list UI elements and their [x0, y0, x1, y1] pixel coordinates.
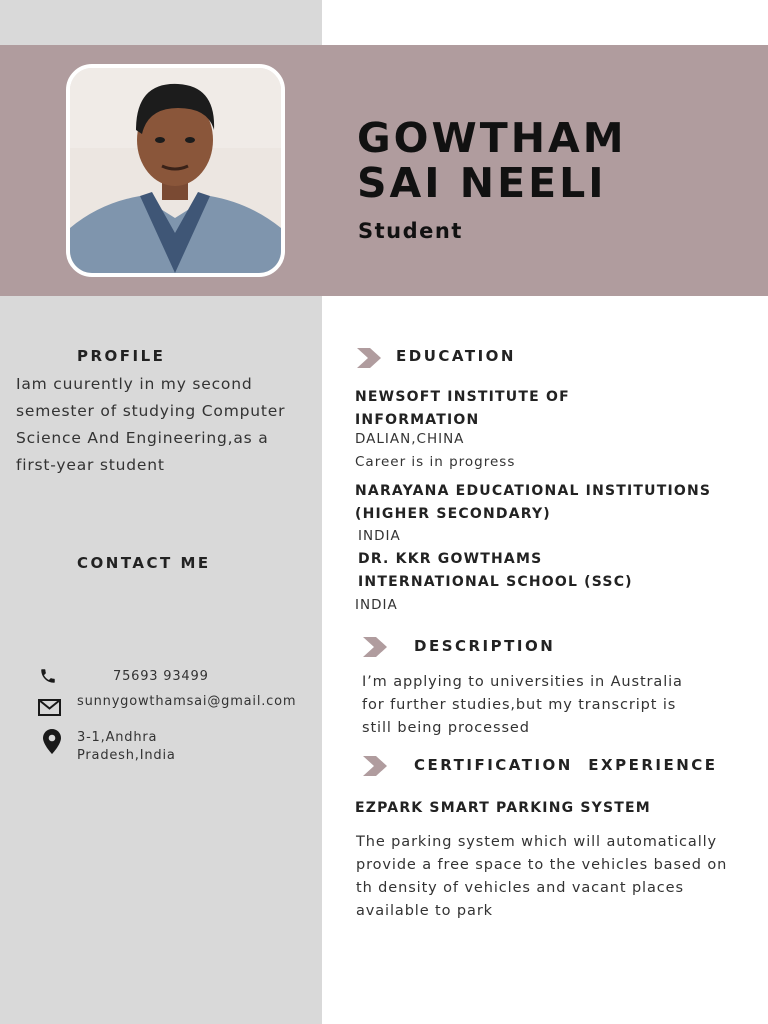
mail-icon: [38, 699, 61, 720]
education-item-location: DALIAN,CHINA: [355, 431, 465, 447]
certification-project: EZPARK SMART PARKING SYSTEM: [355, 800, 651, 816]
chevron-right-icon: [357, 348, 383, 368]
education-item-status: Career is in progress: [355, 454, 516, 470]
email-address[interactable]: sunnygowthamsai@gmail.com: [77, 694, 297, 709]
certification-text: The parking system which will automatically provide a free space to the vehicles based on th density of vehicles and vacant places available to park: [356, 834, 728, 919]
profile-text: Iam cuurently in my second semester of studying Computer Science And Engineering,as a first-year student: [16, 375, 286, 474]
profile-heading: PROFILE: [77, 347, 166, 365]
contact-heading: CONTACT ME: [77, 554, 211, 572]
chevron-right-icon: [363, 637, 389, 657]
description-text: I’m applying to universities in Australia for further studies,but my transcript is still being processed: [362, 674, 683, 736]
education-heading: EDUCATION: [396, 347, 516, 365]
profile-photo: [66, 64, 285, 277]
education-item-location: INDIA: [358, 528, 401, 544]
education-item-name: DR. KKR GOWTHAMS INTERNATIONAL SCHOOL (SSC): [358, 551, 633, 590]
person-name: GOWTHAM SAI NEELI: [357, 114, 627, 207]
phone-number[interactable]: 75693 93499: [113, 669, 209, 684]
education-item-name: NARAYANA EDUCATIONAL INSTITUTIONS (HIGHER SECONDARY): [355, 483, 712, 522]
phone-icon: [39, 667, 57, 689]
chevron-right-icon: [363, 756, 389, 776]
location-pin-icon: [43, 729, 61, 758]
certification-heading: CERTIFICATION EXPERIENCE: [414, 756, 718, 774]
description-heading: DESCRIPTION: [414, 637, 556, 655]
person-role: Student: [358, 219, 463, 243]
education-item-location: INDIA: [355, 597, 398, 613]
education-item-name: NEWSOFT INSTITUTE OF INFORMATION: [355, 389, 570, 428]
address: 3-1,Andhra Pradesh,India: [77, 730, 176, 763]
